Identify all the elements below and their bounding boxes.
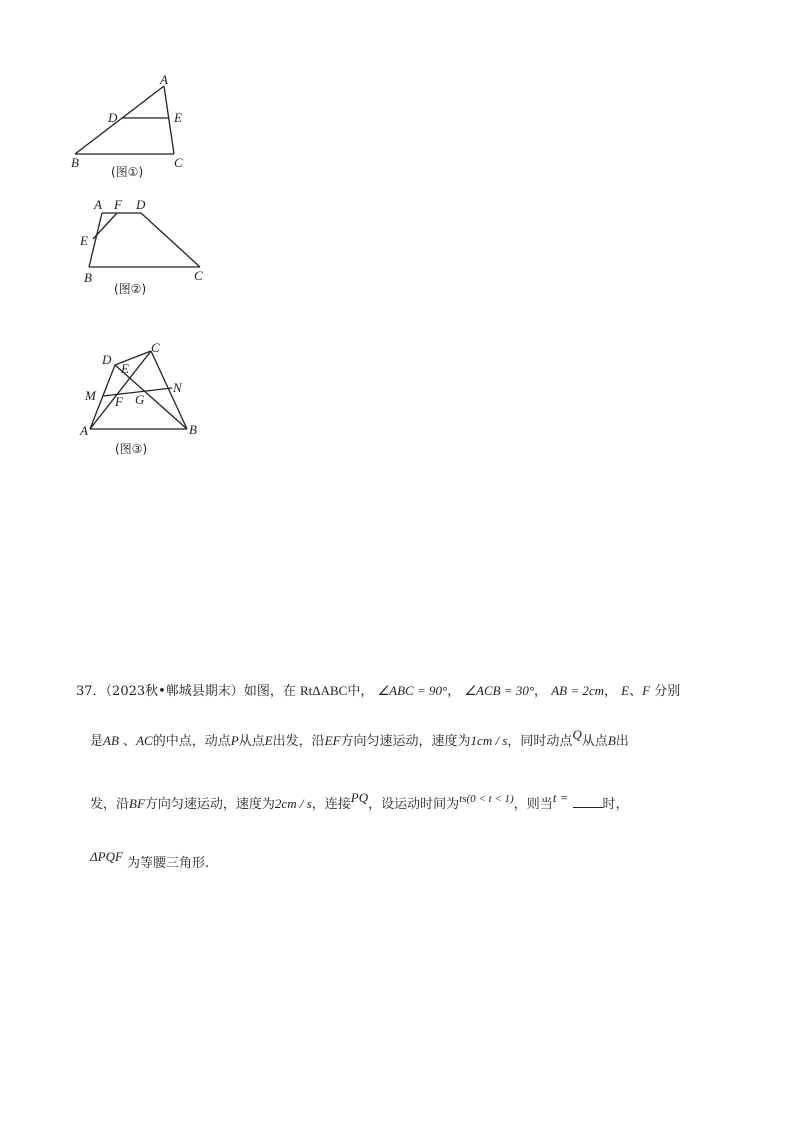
punctuation: ，: [604, 684, 618, 699]
math-bf: BF: [129, 796, 145, 811]
question-text: ，则当: [513, 797, 553, 812]
point-e-label: E: [121, 361, 129, 376]
math-angle-abc: ∠ABC = 90°: [377, 683, 448, 698]
question-line-1: [76, 684, 680, 698]
figure-1-diagram: [60, 70, 200, 182]
point-c-label: C: [194, 268, 203, 283]
point-c-label: C: [151, 340, 160, 355]
point-g-label: G: [135, 392, 145, 407]
point-c-label: C: [174, 155, 183, 170]
question-line-3: [90, 790, 629, 812]
point-b-label: B: [189, 422, 197, 437]
math-b: B: [607, 733, 616, 748]
punctuation: ，: [534, 684, 548, 699]
question-text: 出发，沿: [272, 734, 325, 749]
question-text: 的中点，动点: [152, 734, 231, 749]
question-text: ，连接: [311, 797, 351, 812]
question-text: 中，: [347, 684, 374, 699]
question-text: 从点: [581, 734, 608, 749]
point-d-label: D: [108, 110, 118, 125]
question-text: 是: [90, 734, 104, 749]
question-source: （2023秋•郸城县期末）: [105, 684, 244, 699]
point-m-label: M: [85, 388, 96, 403]
point-d-label: D: [136, 197, 146, 212]
point-f-label: F: [114, 197, 122, 212]
math-q: Q: [572, 727, 582, 742]
math-speed-2: 2cm / s: [274, 796, 312, 811]
question-text: 方向匀速运动，速度为: [144, 797, 275, 812]
question-text: 分别: [654, 684, 681, 699]
math-speed-1: 1cm / s: [470, 733, 508, 748]
figure-1-caption: (图①): [111, 165, 144, 179]
math-f: F: [642, 683, 651, 698]
math-pq: PQ: [350, 790, 369, 805]
question-37: [76, 684, 736, 884]
punctuation: 、: [629, 684, 643, 699]
math-e: E: [621, 683, 630, 698]
question-text: 出: [615, 734, 629, 749]
answer-blank[interactable]: [573, 796, 603, 808]
question-text: 为等腰三角形.: [127, 856, 210, 871]
math-ef: EF: [324, 733, 341, 748]
point-b-label: B: [71, 155, 79, 170]
question-text: 如图，在: [243, 684, 296, 699]
figure-1: [60, 70, 200, 182]
point-f-label: F: [115, 394, 123, 409]
question-line-2: [90, 727, 629, 749]
math-t-equals: t =: [552, 790, 569, 805]
point-d-label: D: [102, 352, 112, 367]
point-e-label: E: [80, 233, 88, 248]
point-a-label: A: [160, 72, 168, 87]
math-ab: AB: [103, 733, 119, 748]
math-ab-length: AB = 2cm: [551, 683, 604, 698]
figure-2-caption: (图②): [114, 282, 147, 296]
question-number: 37．: [76, 684, 106, 699]
question-text: 从点: [238, 734, 265, 749]
figure-2-diagram: [70, 195, 220, 305]
math-triangle-pqf: ΔPQF: [90, 849, 123, 864]
figure-3: [75, 340, 215, 458]
punctuation: ，: [447, 684, 461, 699]
math-angle-acb: ∠ACB = 30°: [464, 683, 535, 698]
point-e-label: E: [174, 110, 182, 125]
question-text: 方向匀速运动，速度为: [340, 734, 471, 749]
question-text: 时，: [602, 797, 629, 812]
question-line-4: [90, 849, 210, 871]
figure-3-diagram: [75, 340, 215, 458]
punctuation: 、: [123, 734, 137, 749]
math-time-range: ts(0 < t < 1): [459, 793, 514, 805]
question-text: ，设运动时间为: [368, 797, 460, 812]
point-a-label: A: [94, 197, 102, 212]
math-p: P: [230, 733, 239, 748]
math-ac: AC: [136, 733, 153, 748]
point-a-label: A: [80, 423, 88, 438]
question-text: 发，沿: [90, 797, 130, 812]
figure-3-caption: (图③): [115, 442, 148, 456]
point-n-label: N: [173, 380, 182, 395]
figure-2: [70, 195, 220, 305]
point-b-label: B: [84, 270, 92, 285]
question-text: ，同时动点: [507, 734, 573, 749]
math-e: E: [264, 733, 273, 748]
math-rt-triangle: RtΔABC: [299, 683, 348, 698]
